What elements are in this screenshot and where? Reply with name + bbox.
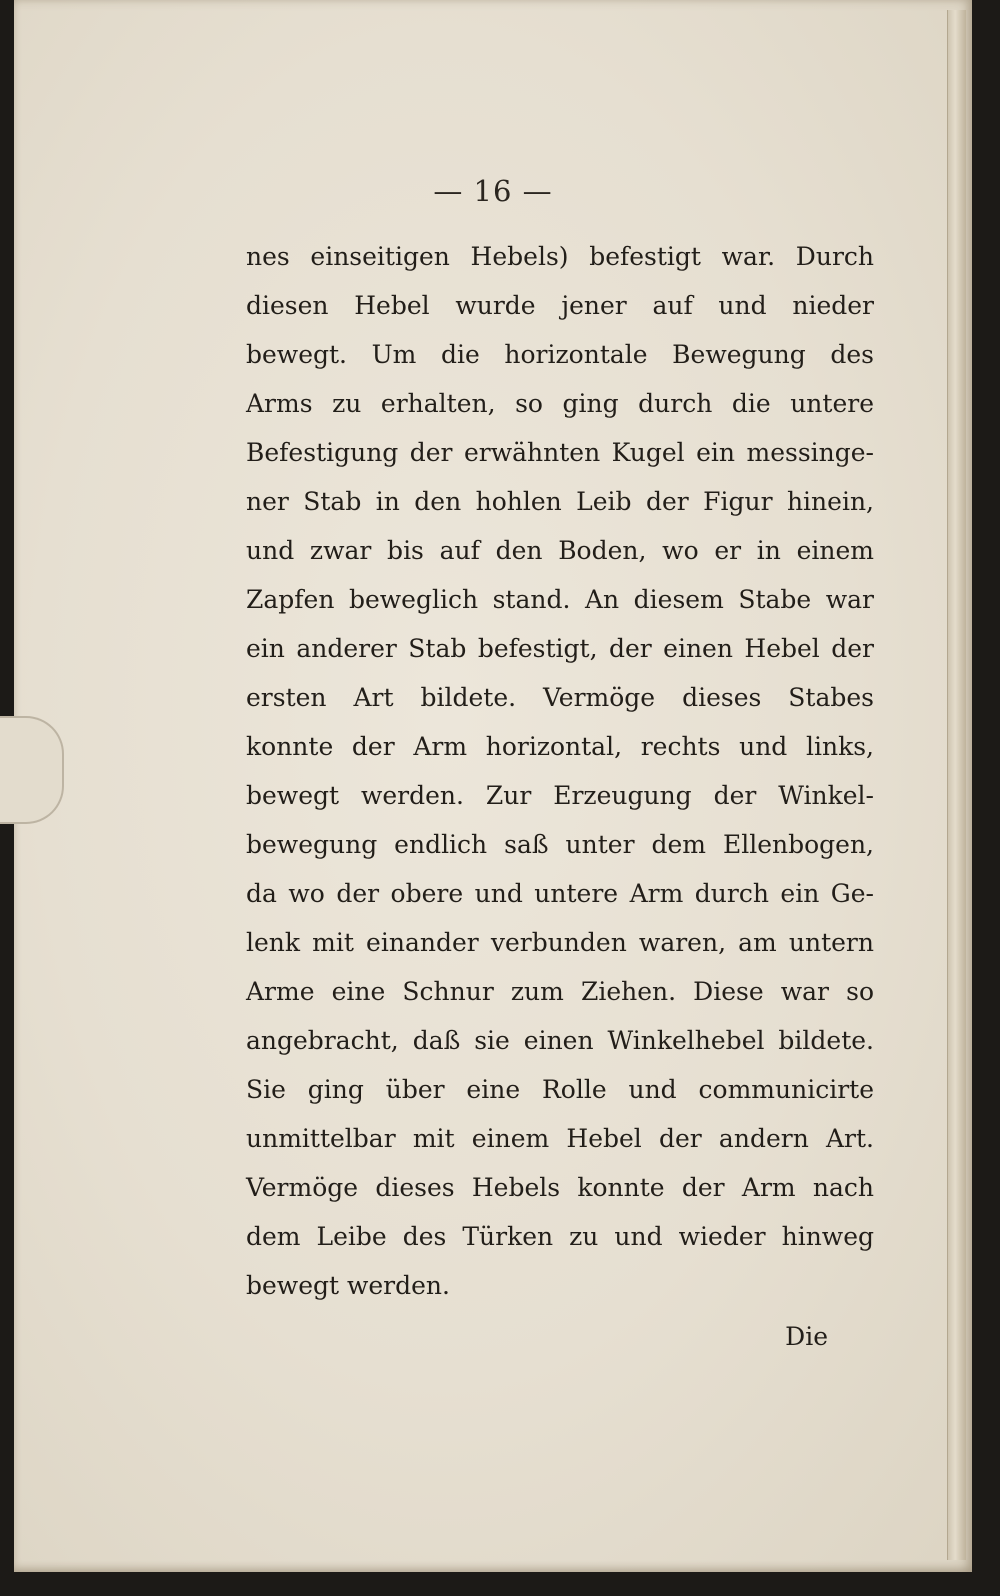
paper-page [14, 0, 972, 1572]
body-text [246, 232, 874, 1310]
text-line: Befestigung der erwähnten Kugel ein messinge- [246, 438, 874, 467]
text-line: ein anderer Stab befestigt, der einen Hebel der [246, 634, 874, 663]
text-line: und zwar bis auf den Boden, wo er in einem [246, 536, 874, 565]
text-line: nes einseitigen Hebels) befestigt war. Durch [246, 242, 874, 271]
text-line: da wo der obere und untere Arm durch ein Ge- [246, 879, 874, 908]
page-edge [947, 10, 966, 1560]
text-line: bewegt werden. Zur Erzeugung der Winkel- [246, 781, 874, 810]
text-line: konnte der Arm horizontal, rechts und links, [246, 732, 874, 761]
text-line: Sie ging über eine Rolle und communicirte [246, 1075, 874, 1104]
text-line: unmittelbar mit einem Hebel der andern Art. [246, 1124, 874, 1153]
text-line: bewegung endlich saß unter dem Ellenbogen, [246, 830, 874, 859]
text-line: ner Stab in den hohlen Leib der Figur hinein, [246, 487, 874, 516]
text-line: Arme eine Schnur zum Ziehen. Diese war so [246, 977, 874, 1006]
text-line: Vermöge dieses Hebels konnte der Arm nach [246, 1173, 874, 1202]
text-line: angebracht, daß sie einen Winkelhebel bildete. [246, 1026, 874, 1055]
page-clip [0, 716, 64, 824]
page-number: — 16 — [433, 174, 553, 208]
text-line: bewegt. Um die horizontale Bewegung des [246, 340, 874, 369]
text-line: diesen Hebel wurde jener auf und nieder [246, 291, 874, 320]
text-line: ersten Art bildete. Vermöge dieses Stabes [246, 683, 874, 712]
text-line: bewegt werden. [246, 1271, 450, 1300]
text-line: Arms zu erhalten, so ging durch die untere [246, 389, 874, 418]
text-line: Zapfen beweglich stand. An diesem Stabe war [246, 585, 874, 614]
text-line: dem Leibe des Türken zu und wieder hinweg [246, 1222, 874, 1251]
text-line: lenk mit einander verbunden waren, am untern [246, 928, 874, 957]
catchword: Die [785, 1322, 828, 1351]
